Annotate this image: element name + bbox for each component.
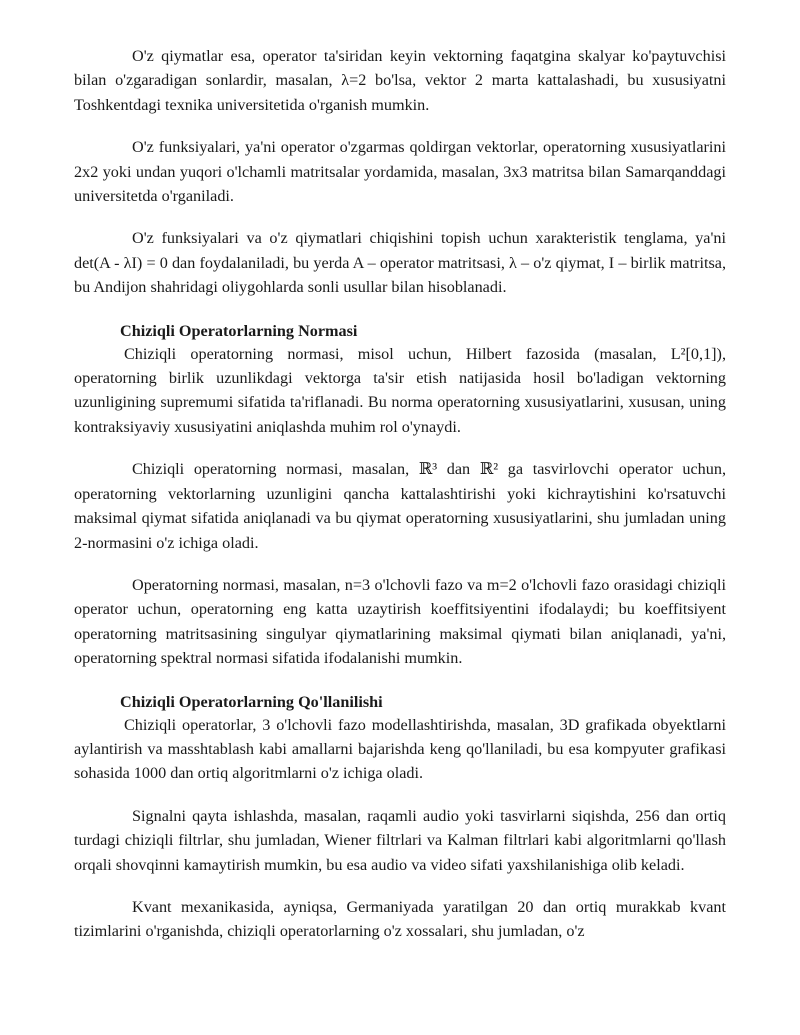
paragraph-norm-definition: Chiziqli operatorning normasi, misol uchun, Hilbert fazosida (masalan, L²[0,1]), operatorning birlik uzunlikdagi vektorga ta'sir etish natijasida hosil bo'ladigan vektorning uzunligining supremumi sifatida ta'riflanadi. Bu norma operatorning xususiyatlarini, xususan, uning kontraksiyaviy xususiyatini aniqlashda muhim rol o'ynaydi. [74,344,726,436]
paragraph-application-3d: Chiziqli operatorlar, 3 o'lchovli fazo modellashtirishda, masalan, 3D grafikada obyektlarni aylantirish va masshtablash kabi amallarni bajarishda keng qo'llaniladi, bu esa kompyuter grafikasi sohasida 1000 dan ortiq algoritmlarni o'z ichiga oladi. [74,715,726,783]
paragraph-eigenvalues: O'z qiymatlar esa, operator ta'siridan keyin vektorning faqatgina skalyar ko'paytuvchisi bilan o'zgaradigan sonlardir, masalan, λ=2 bo'lsa, vektor 2 marta kattalashadi, bu xususiyatni Toshkentdagi texnika universitetida o'rganish mumkin. [74,47,726,114]
paragraph-application-quantum: Kvant mexanikasida, ayniqsa, Germaniyada yaratilgan 20 dan ortiq murakkab kvant tizimlarini o'rganishda, chiziqli operatorlarning o'z xossalari, shu jumladan, o'z [74,897,726,941]
paragraph-eigenfunctions: O'z funksiyalari, ya'ni operator o'zgarmas qoldirgan vektorlar, operatorning xususiyatlarini 2x2 yoki undan yuqori o'lchamli matritsalar yordamida, masalan, 3x3 matritsa bilan Samarqanddagi universitetda o'rganiladi. [74,138,726,206]
section-heading-application: Chiziqli Operatorlarning Qo'llanilishi [120,692,383,711]
document-page [74,44,726,962]
paragraph-norm-r3-r2: Chiziqli operatorning normasi, masalan, ℝ³ dan ℝ² ga tasvirlovchi operator uchun, operatorning vektorlarning uzunligini qancha kattalashtirishi yoki kichraytishini ko'rsatuvchi maksimal qiymat sifatida aniqlanadi va bu qiymat operatorning xususiyatlarini, shu jumladan uning 2-normasini o'z ichiga oladi. [74,460,726,552]
paragraph-characteristic-equation: O'z funksiyalari va o'z qiymatlari chiqishini topish uchun xarakteristik tenglama, ya'ni det(A - λI) = 0 dan foydalaniladi, bu yerda A – operator matritsasi, λ – o'z qiymat, I – birlik matritsa, bu Andijon shahridagi oliygohlarda sonli usullar bilan hisoblanadi. [74,229,726,297]
section-heading-norm: Chiziqli Operatorlarning Normasi [120,321,358,340]
paragraph-norm-spectral: Operatorning normasi, masalan, n=3 o'lchovli fazo va m=2 o'lchovli fazo orasidagi chiziqli operator uchun, operatorning eng katta uzaytirish koeffitsiyentini ifodalaydi; bu koeffitsiyent operatorning matritsasining singulyar qiymatlarining maksimal qiymati bilan aniqlanadi, ya'ni, operatorning spektral normasi sifatida ifodalanishi mumkin. [74,575,726,668]
paragraph-application-signal: Signalni qayta ishlashda, masalan, raqamli audio yoki tasvirlarni siqishda, 256 dan ortiq turdagi chiziqli filtrlar, shu jumladan, Wiener filtrlari va Kalman filtrlari kabi algoritmlarni qo'llash orqali shovqinni kamaytirish mumkin, bu esa audio va video sifati yaxshilanishiga olib keladi. [74,806,726,874]
